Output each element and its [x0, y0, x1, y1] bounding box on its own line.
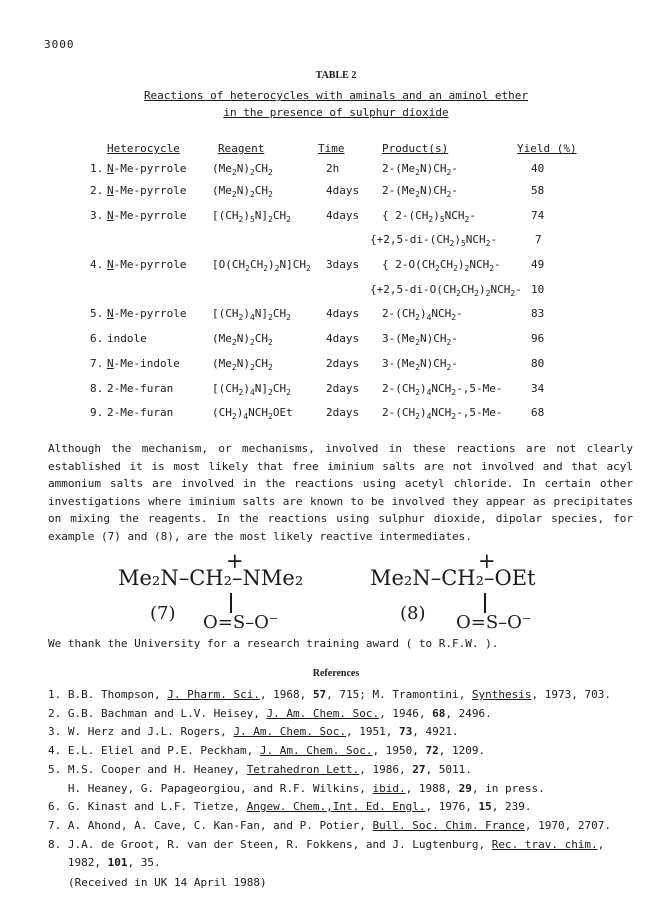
- row-product: $2-(Me_2N)CH_2-$: [382, 184, 458, 200]
- reference-item: 6. G. Kinast and L.F. Tietze, Angew. Chem.,Int. Ed. Engl., 1976, 15, 239.: [48, 800, 532, 813]
- row-reagent: $[(CH_2)_4N]_2CH_2$: [212, 382, 291, 398]
- row-product: $2-(CH_2)_4NCH_2-$: [382, 307, 463, 323]
- row-number: 1.: [90, 162, 104, 175]
- table-caption-line2: in the presence of sulphur dioxide: [223, 106, 449, 119]
- header-products: Product(s): [382, 142, 449, 155]
- row-reagent: $(Me_2N)_2CH_2$: [212, 332, 273, 348]
- row-number: 4.: [90, 258, 104, 271]
- header-reagent: Reagent: [218, 142, 265, 155]
- row-heterocycle: N-Me-pyrrole: [107, 162, 187, 175]
- reference-item: 1982, 101, 35.: [48, 856, 161, 869]
- row-reagent: $[(CH_2)_5N]_2CH_2$: [212, 209, 291, 225]
- row-number: 9.: [90, 406, 104, 419]
- row-yield: 40: [531, 162, 545, 175]
- row-reagent: $[(CH_2)_4N]_2CH_2$: [212, 307, 291, 323]
- row-heterocycle: 2-Me-furan: [107, 382, 174, 395]
- row-time: 2days: [326, 382, 360, 395]
- received-note: (Received in UK 14 April 1988): [68, 876, 267, 889]
- row-yield: 49: [531, 258, 545, 271]
- row-yield: 34: [531, 382, 545, 395]
- reference-item: 3. W. Herz and J.L. Rogers, J. Am. Chem. Soc., 1951, 73, 4921.: [48, 725, 459, 738]
- row-heterocycle: N-Me-pyrrole: [107, 209, 187, 222]
- row-yield: 96: [531, 332, 545, 345]
- row-reagent: $(Me_2N)_2CH_2$: [212, 184, 273, 200]
- row-number: 2.: [90, 184, 104, 197]
- row-number: 6.: [90, 332, 104, 345]
- row-reagent: $(Me_2N)_2CH_2$: [212, 162, 273, 178]
- table-caption-line1: Reactions of heterocycles with aminals and an aminol ether: [143, 89, 529, 102]
- discussion-paragraph: Although the mechanism, or mechanisms, involved in these reactions are not clearly established it is most likely that free iminium salts are not involved and that acyl ammonium salts are involved in the reactions using acetyl chloride. In certain other investigations where iminium salts are known to be involved they appear as precipitates on mixing the reagents. In the reactions using sulphur dioxide, dipolar species, for example (7) and (8), are the most likely reactive intermediates.: [48, 442, 633, 543]
- row-number: 3.: [90, 209, 104, 222]
- structure-7-number: (7): [150, 603, 176, 624]
- reference-item: 4. E.L. Eliel and P.E. Peckham, J. Am. Chem. Soc., 1950, 72, 1209.: [48, 744, 486, 757]
- structure-8-sulfur-group: O=S–O⁻: [456, 612, 532, 633]
- reference-item: H. Heaney, G. Papageorgiou, and R.F. Wilkins, ibid., 1988, 29, in press.: [48, 782, 545, 795]
- table-label: TABLE 2: [315, 70, 357, 81]
- row-number: 5.: [90, 307, 104, 320]
- row-time: 2h: [326, 162, 340, 175]
- row-time: 4days: [326, 209, 360, 222]
- row-heterocycle: N-Me-pyrrole: [107, 307, 187, 320]
- row-yield: 58: [531, 184, 545, 197]
- references-title: References: [312, 668, 360, 679]
- row-number: 8.: [90, 382, 104, 395]
- header-heterocycle: Heterocycle: [107, 142, 180, 155]
- row-time: 4days: [326, 307, 360, 320]
- reference-item: 8. J.A. de Groot, R. van der Steen, R. Fokkens, and J. Lugtenburg, Rec. trav. chim.,: [48, 838, 605, 851]
- row-product: $2-(CH_2)_4NCH_2-,5-Me-$: [382, 406, 503, 422]
- row-reagent: $(Me_2N)_2CH_2$: [212, 357, 273, 373]
- row-heterocycle: 2-Me-furan: [107, 406, 174, 419]
- row-yield: 10: [531, 283, 545, 296]
- structure-7-plus: +: [226, 549, 244, 573]
- reference-item: 5. M.S. Cooper and H. Heaney, Tetrahedron Lett., 1986, 27, 5011.: [48, 763, 472, 776]
- row-heterocycle: indole: [107, 332, 147, 345]
- row-product: {$+2,5-di-O(CH_2CH_2)_2NCH_2-$: [370, 283, 522, 299]
- row-time: 2days: [326, 357, 360, 370]
- row-yield: 80: [531, 357, 545, 370]
- row-product: $2-(CH_2)_4NCH_2-,5-Me-$: [382, 382, 503, 398]
- structure-8-bond: [484, 593, 486, 613]
- structure-8-plus: +: [478, 549, 496, 573]
- row-reagent: $(CH_2)_4NCH_2OEt$: [212, 406, 293, 422]
- row-yield: 7: [535, 233, 542, 246]
- row-product: $2-(Me_2N)CH_2-$: [382, 162, 458, 178]
- row-number: 7.: [90, 357, 104, 370]
- row-product: $3-(Me_2N)CH_2-$: [382, 332, 458, 348]
- structure-7-bond: [230, 593, 232, 613]
- row-time: 3days: [326, 258, 360, 271]
- row-yield: 74: [531, 209, 545, 222]
- reference-item: 7. A. Ahond, A. Cave, C. Kan-Fan, and P. Potier, Bull. Soc. Chim. France, 1970, 2707.: [48, 819, 611, 832]
- structure-7-sulfur-group: O=S–O⁻: [203, 612, 279, 633]
- row-heterocycle: N-Me-indole: [107, 357, 180, 370]
- header-yield: Yield (%): [517, 142, 577, 155]
- row-product: { $2-O(CH_2CH_2)_2NCH_2-$: [382, 258, 501, 274]
- header-time: Time: [318, 142, 345, 155]
- acknowledgement: We thank the University for a research training award ( to R.F.W. ).: [48, 637, 499, 650]
- structure-8-formula: Me₂N–CH₂–OEt: [370, 566, 536, 590]
- row-yield: 68: [531, 406, 545, 419]
- structure-8-number: (8): [400, 603, 426, 624]
- structure-7-formula: Me₂N–CH₂–NMe₂: [118, 566, 304, 590]
- row-heterocycle: N-Me-pyrrole: [107, 258, 187, 271]
- page-number: 3000: [44, 38, 75, 51]
- reference-item: 1. B.B. Thompson, J. Pharm. Sci., 1968, 57, 715; M. Tramontini, Synthesis, 1973, 703.: [48, 688, 611, 701]
- row-reagent: $[O(CH_2CH_2)_2N]CH_2$: [212, 258, 311, 274]
- row-product: { $2-(CH_2)_5NCH_2-$: [382, 209, 476, 225]
- row-time: 4days: [326, 184, 360, 197]
- row-product: $3-(Me_2N)CH_2-$: [382, 357, 458, 373]
- reference-item: 2. G.B. Bachman and L.V. Heisey, J. Am. Chem. Soc., 1946, 68, 2496.: [48, 707, 492, 720]
- row-time: 2days: [326, 406, 360, 419]
- row-yield: 83: [531, 307, 545, 320]
- row-time: 4days: [326, 332, 360, 345]
- row-product: {$+2,5-di-(CH_2)_5NCH_2-$: [370, 233, 498, 249]
- row-heterocycle: N-Me-pyrrole: [107, 184, 187, 197]
